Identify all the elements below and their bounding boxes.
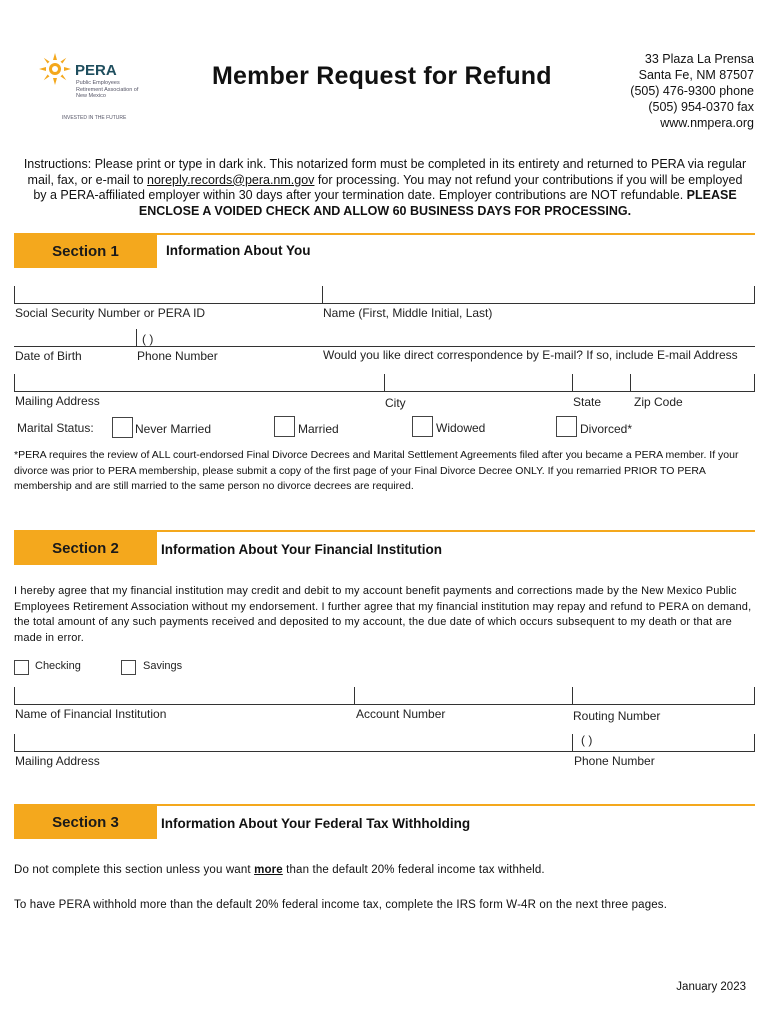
field-divider [14, 286, 15, 303]
field-divider [754, 734, 755, 751]
withholding-line-2: To have PERA withhold more than the default 20% federal income tax, complete the IRS form W-4R on the next three pages. [14, 899, 668, 911]
withholding-line-1 [14, 863, 759, 879]
checking-checkbox[interactable] [14, 660, 29, 675]
logo-subtitle: Public Employees Retirement Association of New Mexico [76, 80, 139, 99]
savings-label: Savings [143, 660, 183, 672]
institution-mailing-label: Mailing Address [15, 754, 100, 768]
logo-tagline: INVESTED IN THE FUTURE [62, 115, 127, 121]
institution-agreement: I hereby agree that my financial institution may credit and debit to my account benefit payments and corrections made by the New Mexico Public Employees Retirement Association without my endorsement. I further agree that my financial institution may repay and refund to PERA on demand, the total amount of any such payments received and deposited to my account, the due date of which occurs subsequent to my death or that are made in error. [14, 585, 752, 644]
instructions-text-1: Instructions: Please print or type in dark ink. This notarized form must be completed in its entirety and returned to PERA via regular mail, fax, or e-mail to [23, 157, 747, 187]
never-married-checkbox[interactable] [112, 417, 133, 438]
section3-badge: Section 3 [14, 805, 157, 839]
phone-paren: ( ) [142, 332, 154, 346]
field-divider [354, 687, 355, 704]
savings-checkbox[interactable] [121, 660, 136, 675]
field-divider [754, 286, 755, 303]
routing-number-label: Routing Number [573, 709, 661, 723]
address-phone: (505) 476-9300 phone [630, 84, 754, 98]
withholding-text-a: Do not complete this section unless you want [14, 864, 255, 876]
phone-label: Phone Number [137, 349, 218, 363]
institution-address-input-line[interactable] [14, 751, 755, 752]
section1-badge: Section 1 [14, 234, 157, 268]
field-divider [14, 687, 15, 704]
zip-label: Zip Code [634, 395, 683, 409]
field-divider [572, 687, 573, 704]
section1-title: Information About You [166, 243, 311, 258]
field-divider [14, 374, 15, 391]
divorced-checkbox[interactable] [556, 416, 577, 437]
ssn-label: Social Security Number or PERA ID [15, 306, 206, 320]
divorce-note: *PERA requires the review of ALL court-endorsed Final Divorce Decrees and Marital Settlement Agreements filed after you became a PERA member. If your divorce was prior to PERA membership, please submit a copy of the first page of your Final Divorce Decree ONLY. If you remarried PRIOR TO PERA membership and are still married to the same person no divorce decrees are required. [14, 449, 739, 492]
marital-status-label: Marital Status: [17, 421, 94, 435]
checking-label: Checking [35, 660, 81, 672]
logo-name: PERA [75, 62, 117, 79]
field-divider [630, 374, 631, 391]
pera-address [630, 51, 754, 131]
account-number-label: Account Number [356, 707, 446, 721]
field-divider [754, 687, 755, 704]
withholding-text-c: than the default 20% federal income tax withheld. [282, 864, 545, 876]
dob-label: Date of Birth [15, 349, 82, 363]
address-website[interactable]: www.nmpera.org [660, 116, 754, 130]
name-label: Name (First, Middle Initial, Last) [323, 306, 493, 320]
state-label: State [573, 395, 602, 409]
institution-phone-paren: ( ) [581, 733, 593, 747]
instructions-email-link[interactable]: noreply.records@pera.nm.gov [147, 172, 315, 187]
section2-title: Information About Your Financial Institution [161, 542, 442, 557]
married-label: Married [298, 422, 339, 436]
ssn-name-input-line[interactable] [14, 303, 755, 304]
field-divider [136, 329, 137, 346]
withholding-more: more [254, 864, 283, 876]
instructions-bold: PLEASE ENCLOSE A VOIDED CHECK AND ALLOW 60 BUSINESS DAYS FOR PROCESSING. [138, 188, 737, 218]
section3-title: Information About Your Federal Tax Withholding [161, 816, 471, 831]
address-input-line[interactable] [14, 391, 755, 392]
address-street: 33 Plaza La Prensa [644, 52, 754, 66]
field-divider [14, 734, 15, 751]
institution-input-line[interactable] [14, 704, 755, 705]
form-date: January 2023 [676, 981, 746, 993]
dob-phone-email-input-line[interactable] [14, 346, 755, 347]
section2-badge: Section 2 [14, 531, 157, 565]
page-title: Member Request for Refund [212, 62, 552, 90]
email-label: Would you like direct correspondence by E-mail? If so, include E-mail Address [323, 348, 738, 362]
divorced-label: Divorced* [580, 422, 633, 436]
field-divider [322, 286, 323, 303]
never-married-label: Never Married [135, 422, 212, 436]
widowed-label: Widowed [436, 421, 486, 435]
widowed-checkbox[interactable] [412, 416, 433, 437]
address-fax: (505) 954-0370 fax [648, 100, 754, 114]
mailing-address-label: Mailing Address [15, 394, 100, 408]
field-divider [572, 734, 573, 751]
field-divider [572, 374, 573, 391]
married-checkbox[interactable] [274, 416, 295, 437]
instructions-text-2: for processing. You may not refund your contributions if you will be employed by a PERA-affiliated employer within 30 days after your termination date. Employer contributions are NOT refundable. [33, 172, 743, 202]
instructions [20, 157, 750, 219]
address-city: Santa Fe, NM 87507 [638, 68, 754, 82]
field-divider [384, 374, 385, 391]
institution-name-label: Name of Financial Institution [15, 707, 167, 721]
city-label: City [385, 396, 406, 410]
pera-logo-icon [38, 52, 72, 91]
field-divider [754, 374, 755, 391]
institution-phone-label: Phone Number [574, 754, 655, 768]
